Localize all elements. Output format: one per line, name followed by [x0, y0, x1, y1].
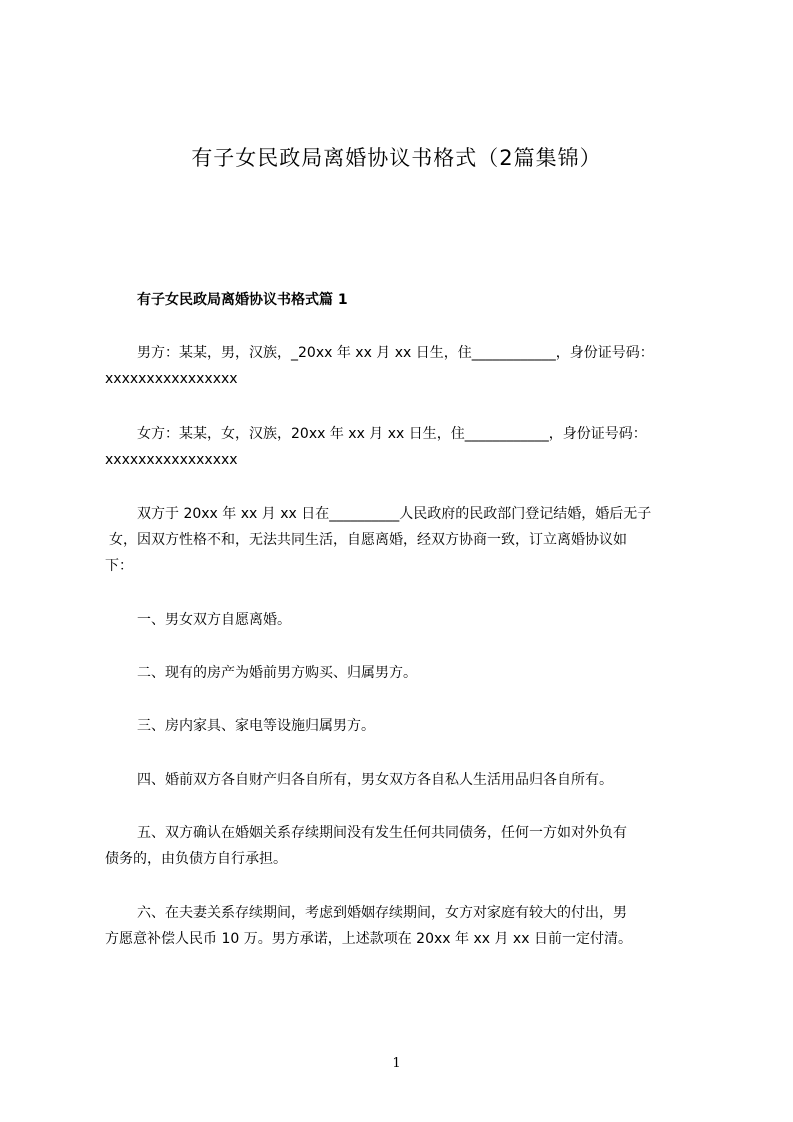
paragraph-marriage-info — [105, 501, 705, 579]
page-number: 1 — [392, 1056, 401, 1071]
clause-3 — [105, 713, 705, 739]
section-heading: 有子女民政局离婚协议书格式篇 1 — [137, 292, 348, 308]
clause-1 — [105, 607, 705, 633]
clause-5 — [105, 820, 705, 872]
paragraph-line: 六、在夫妻关系存续期间，考虑到婚姻存续期间，女方对家庭有较大的付出，男 — [137, 905, 627, 921]
paragraph-line: 下： — [105, 558, 133, 574]
paragraph-line: 债务的，由负债方自行承担。 — [105, 851, 287, 867]
paragraph-line: 男方：某某，男，汉族，_20xx 年 xx 月 xx 日生，住____________，身份证号码： — [137, 345, 654, 361]
paragraph-line: xxxxxxxxxxxxxxxx — [105, 452, 238, 468]
clause-2 — [105, 660, 705, 686]
paragraph-line: 女方：某某，女，汉族，20xx 年 xx 月 xx 日生，住____________，身份证号码： — [137, 426, 647, 442]
paragraph-line: 一、男女双方自愿离婚。 — [137, 612, 291, 628]
clause-6 — [105, 900, 705, 952]
paragraph-line: xxxxxxxxxxxxxxxx — [105, 371, 238, 387]
paragraph-line: 女，因双方性格不和，无法共同生活，自愿离婚，经双方协商一致，订立离婚协议如 — [109, 532, 627, 548]
paragraph-husband-info — [105, 340, 705, 392]
paragraph-line: 双方于 20xx 年 xx 月 xx 日在__________人民政府的民政部门登记结婚，婚后无子 — [137, 506, 652, 522]
paragraph-line: 五、双方确认在婚姻关系存续期间没有发生任何共同债务，任何一方如对外负有 — [137, 825, 627, 841]
paragraph-line: 方愿意补偿人民币 10 万。男方承诺，上述款项在 20xx 年 xx 月 xx 日前一定付清。 — [105, 931, 632, 947]
paragraph-line: 四、婚前双方各自财产归各自所有，男女双方各自私人生活用品归各自所有。 — [137, 772, 613, 788]
paragraph-line: 二、现有的房产为婚前男方购买、归属男方。 — [137, 665, 417, 681]
paragraph-wife-info — [105, 421, 705, 473]
document-title: 有子女民政局离婚协议书格式（2篇集锦） — [191, 146, 602, 170]
paragraph-line: 三、房内家具、家电等设施归属男方。 — [137, 718, 375, 734]
clause-4 — [105, 767, 705, 793]
